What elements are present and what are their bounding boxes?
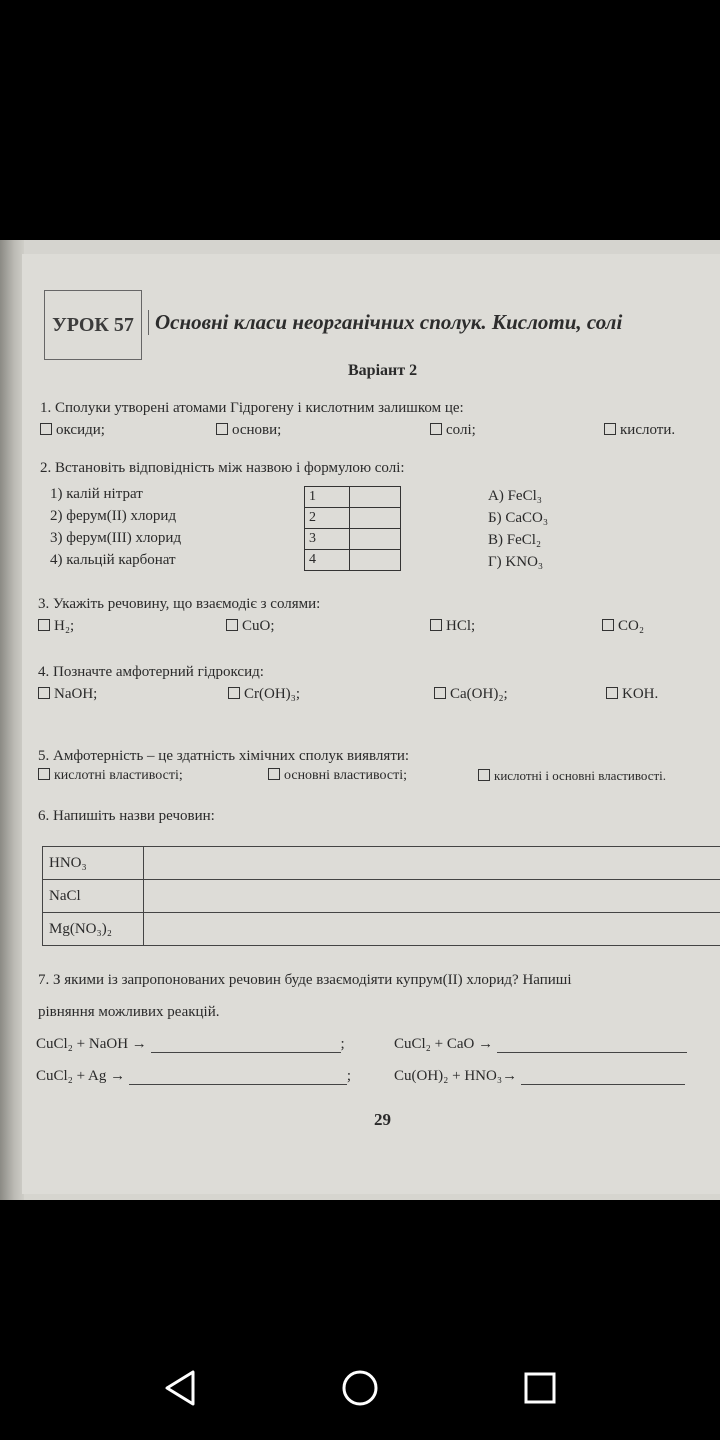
q1-text: 1. Сполуки утворені атомами Гідрогену і кислотним залишком це: bbox=[40, 400, 464, 416]
checkbox[interactable] bbox=[604, 423, 616, 435]
checkbox[interactable] bbox=[268, 768, 280, 780]
checkbox[interactable] bbox=[38, 687, 50, 699]
q2-formula-b: Б) CaCO₃ bbox=[488, 510, 549, 526]
answer-cell[interactable] bbox=[144, 847, 720, 880]
lesson-title: Основні класи неорганічних сполук. Кислоти, солі bbox=[148, 310, 622, 335]
page-number: 29 bbox=[374, 1110, 391, 1129]
answer-line[interactable] bbox=[521, 1068, 685, 1085]
q4-text: 4. Позначте амфотерний гідроксид: bbox=[38, 664, 264, 680]
answer-cell[interactable] bbox=[350, 487, 401, 508]
lesson-number: УРОК 57 bbox=[44, 290, 142, 360]
checkbox[interactable] bbox=[38, 619, 50, 631]
checkbox[interactable] bbox=[40, 423, 52, 435]
answer-cell[interactable] bbox=[350, 550, 401, 571]
q5-text: 5. Амфотерність – це здатність хімічних сполук виявляти: bbox=[38, 748, 410, 764]
q2-name-3: 3) ферум(III) хлорид bbox=[50, 530, 182, 546]
checkbox[interactable] bbox=[478, 769, 490, 781]
q7-text-1: 7. З якими із запропонованих речовин буде взаємодіяти купрум(II) хлорид? Напиші bbox=[38, 972, 572, 988]
q3-option-4[interactable]: CO₂ bbox=[602, 618, 644, 635]
checkbox[interactable] bbox=[228, 687, 240, 699]
q2-formula-d: Г) KNO₃ bbox=[488, 554, 544, 570]
checkbox[interactable] bbox=[430, 619, 442, 631]
answer-cell[interactable] bbox=[144, 913, 720, 946]
row-number: 1 bbox=[305, 487, 350, 508]
back-button[interactable] bbox=[150, 1358, 210, 1418]
q3-option-2[interactable]: CuO; bbox=[226, 618, 275, 635]
q2-name-1: 1) калій нітрат bbox=[50, 486, 143, 502]
q7-text-2: рівняння можливих реакцій. bbox=[38, 1004, 220, 1020]
checkbox[interactable] bbox=[606, 687, 618, 699]
q2-name-4: 4) кальцій карбонат bbox=[50, 552, 176, 568]
q4-option-1[interactable]: NaOH; bbox=[38, 686, 97, 703]
q7-equation-1: CuCl₂ + NaOH → ; bbox=[36, 1036, 345, 1052]
book-spine bbox=[0, 240, 24, 1200]
q3-option-1[interactable]: H₂; bbox=[38, 618, 74, 635]
q7-equation-4: Cu(OH)₂ + HNO₃→ bbox=[394, 1068, 685, 1085]
q4-option-4[interactable]: KOH. bbox=[606, 686, 658, 703]
checkbox[interactable] bbox=[226, 619, 238, 631]
worksheet-photo bbox=[0, 240, 720, 1200]
answer-cell[interactable] bbox=[144, 880, 720, 913]
q2-formula-a: А) FeCl₃ bbox=[488, 488, 542, 504]
checkbox[interactable] bbox=[434, 687, 446, 699]
row-number: 2 bbox=[305, 508, 350, 529]
q5-option-1[interactable]: кислотні властивості; bbox=[38, 768, 183, 784]
android-nav-bar bbox=[0, 1340, 720, 1440]
formula-cell: NaCl bbox=[43, 880, 144, 913]
row-number: 3 bbox=[305, 529, 350, 550]
matching-table bbox=[304, 486, 401, 571]
q4-option-2[interactable]: Cr(OH)₃; bbox=[228, 686, 300, 703]
checkbox[interactable] bbox=[430, 423, 442, 435]
q7-equation-3: CuCl₂ + Ag → ; bbox=[36, 1068, 352, 1084]
q7-equation-2: CuCl₂ + CaO → bbox=[394, 1036, 687, 1053]
answer-line[interactable] bbox=[497, 1036, 687, 1053]
q3-text: 3. Укажіть речовину, що взаємодіє з солями: bbox=[38, 596, 321, 612]
q3-option-3[interactable]: HCl; bbox=[430, 618, 475, 635]
answer-line[interactable] bbox=[151, 1036, 341, 1053]
variant-label: Варіант 2 bbox=[348, 362, 418, 379]
home-button[interactable] bbox=[330, 1358, 390, 1418]
q2-text: 2. Встановіть відповідність між назвою і формулою солі: bbox=[40, 460, 405, 476]
q1-option-3[interactable]: солі; bbox=[430, 422, 476, 439]
q4-option-3[interactable]: Ca(OH)₂; bbox=[434, 686, 508, 703]
names-table bbox=[42, 846, 720, 946]
formula-cell: Mg(NO₃)₂ bbox=[43, 913, 144, 946]
worksheet-page bbox=[22, 254, 720, 1194]
q2-formula-c: В) FeCl₂ bbox=[488, 532, 542, 548]
checkbox[interactable] bbox=[602, 619, 614, 631]
recents-button[interactable] bbox=[510, 1358, 570, 1418]
back-triangle-icon bbox=[163, 1369, 197, 1407]
q6-text: 6. Напишіть назви речовин: bbox=[38, 808, 215, 824]
home-circle-icon bbox=[340, 1368, 380, 1408]
checkbox[interactable] bbox=[38, 768, 50, 780]
answer-cell[interactable] bbox=[350, 508, 401, 529]
answer-line[interactable] bbox=[129, 1068, 347, 1085]
q1-option-4[interactable]: кислоти. bbox=[604, 422, 675, 439]
q5-option-3[interactable]: кислотні і основні властивості. bbox=[478, 768, 666, 784]
recents-square-icon bbox=[522, 1370, 558, 1406]
q1-option-1[interactable]: оксиди; bbox=[40, 422, 105, 439]
answer-cell[interactable] bbox=[350, 529, 401, 550]
formula-cell: HNO₃ bbox=[43, 847, 144, 880]
row-number: 4 bbox=[305, 550, 350, 571]
q2-name-2: 2) ферум(II) хлорид bbox=[50, 508, 177, 524]
q5-option-2[interactable]: основні властивості; bbox=[268, 768, 407, 784]
q1-option-2[interactable]: основи; bbox=[216, 422, 281, 439]
checkbox[interactable] bbox=[216, 423, 228, 435]
